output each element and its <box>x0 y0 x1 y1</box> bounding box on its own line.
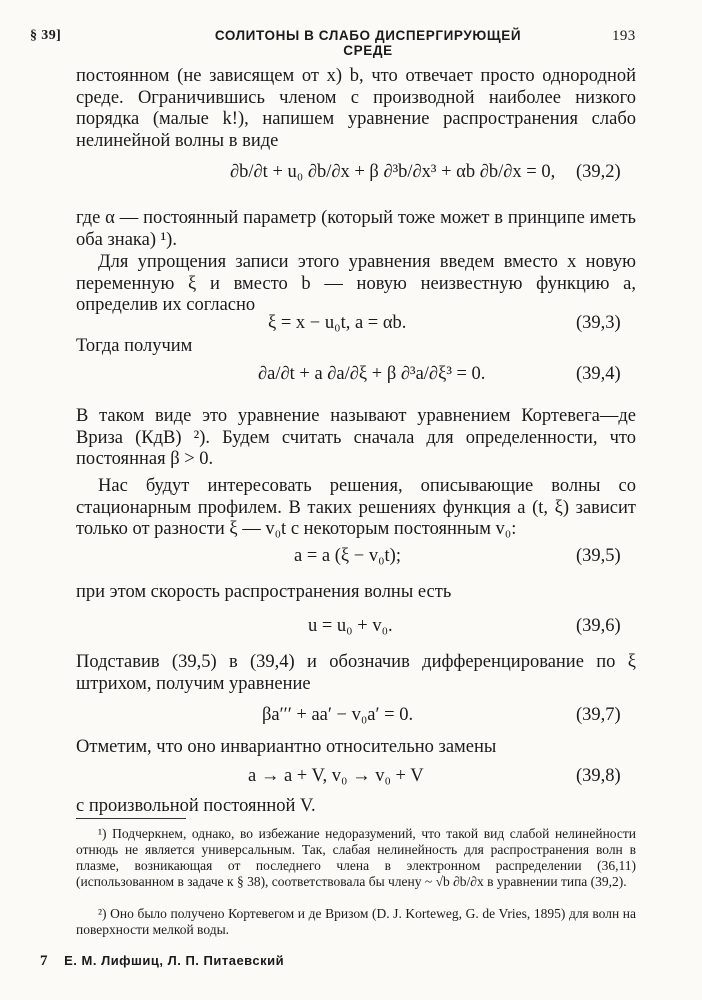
paragraph-8: Подставив (39,5) в (39,4) и обозначив дифференцирование по ξ штрихом, получим уравнение <box>76 652 636 694</box>
paragraph-1: постоянном (не зависящем от x) b, что отвечает просто однородной среде. Ограничившись членом с производной наиболее низкого порядка (малые k!), напишем уравнение распространения слабо нелинейной волны в виде <box>76 66 636 151</box>
section-reference: § 39] <box>30 28 62 43</box>
equation-number: (39,3) <box>576 313 621 333</box>
equation-number: (39,8) <box>576 766 621 786</box>
equation-39-3: ξ = x − u₀t, a = αb. <box>268 313 407 333</box>
footnote-divider <box>76 818 186 819</box>
equation-39-7: βa′′′ + aa′ − v₀a′ = 0. <box>262 705 414 725</box>
equation-39-6: u = u₀ + v₀. <box>308 616 393 636</box>
equation-number: (39,4) <box>576 364 621 384</box>
equation-number: (39,7) <box>576 705 621 725</box>
footnote-2: ²) Оно было получено Кортевегом и де Вризом (D. J. Korteweg, G. de Vries, 1895) для волн на поверхности мелкой воды. <box>76 906 636 937</box>
equation-39-5: a = a (ξ − v₀t); <box>294 546 401 566</box>
equation-39-8: a → a + V, v₀ → v₀ + V <box>248 766 424 786</box>
equation-number: (39,5) <box>576 546 621 566</box>
paragraph-2: где α — постоянный параметр (который тоже может в принципе иметь оба знака) ¹). <box>76 208 636 250</box>
paragraph-6: Нас будут интересовать решения, описывающие волны со стационарным профилем. В таких решениях функция a (t, ξ) зависит только от разности ξ — v₀t с некоторым постоянным v₀: <box>76 476 636 539</box>
page-number: 193 <box>612 28 636 44</box>
equation-39-2: ∂b/∂t + u₀ ∂b/∂x + β ∂³b/∂x³ + αb ∂b/∂x = 0, <box>230 162 556 182</box>
paragraph-3: Для упрощения записи этого уравнения введем вместо x новую переменную ξ и вместо b — новую неизвестную функцию a, определив их согласно <box>76 252 636 315</box>
paragraph-4: Тогда получим <box>76 336 193 356</box>
paragraph-10: с произвольной постоянной V. <box>76 796 316 816</box>
equation-number: (39,2) <box>576 162 621 182</box>
authors: Е. М. Лифшиц, Л. П. Питаевский <box>64 953 285 968</box>
sheet-number: 7 <box>40 953 48 969</box>
footnote-1: ¹) Подчеркнем, однако, во избежание недоразумений, что такой вид слабой нелинейности отнюдь не является универсальным. Так, слабая нелинейность для распространения волн в плазме, возникающая от последнего члена в электронном распределении (36,11) (использованном в задаче к § 38), соответствовала бы члену ~ √b ∂b/∂x в уравнении типа (39,2). <box>76 826 636 889</box>
equation-number: (39,6) <box>576 616 621 636</box>
equation-39-4: ∂a/∂t + a ∂a/∂ξ + β ∂³a/∂ξ³ = 0. <box>258 364 486 384</box>
paragraph-7: при этом скорость распространения волны есть <box>76 582 452 602</box>
paragraph-5: В таком виде это уравнение называют уравнением Кортевега—де Вриза (КдВ) ²). Будем считать сначала для определенности, что постоянная β > 0. <box>76 406 636 469</box>
paragraph-9: Отметим, что оно инвариантно относительно замены <box>76 737 497 757</box>
running-title: СОЛИТОНЫ В СЛАБО ДИСПЕРГИРУЮЩЕЙ СРЕДЕ <box>214 28 522 58</box>
printer-signature <box>40 953 284 970</box>
